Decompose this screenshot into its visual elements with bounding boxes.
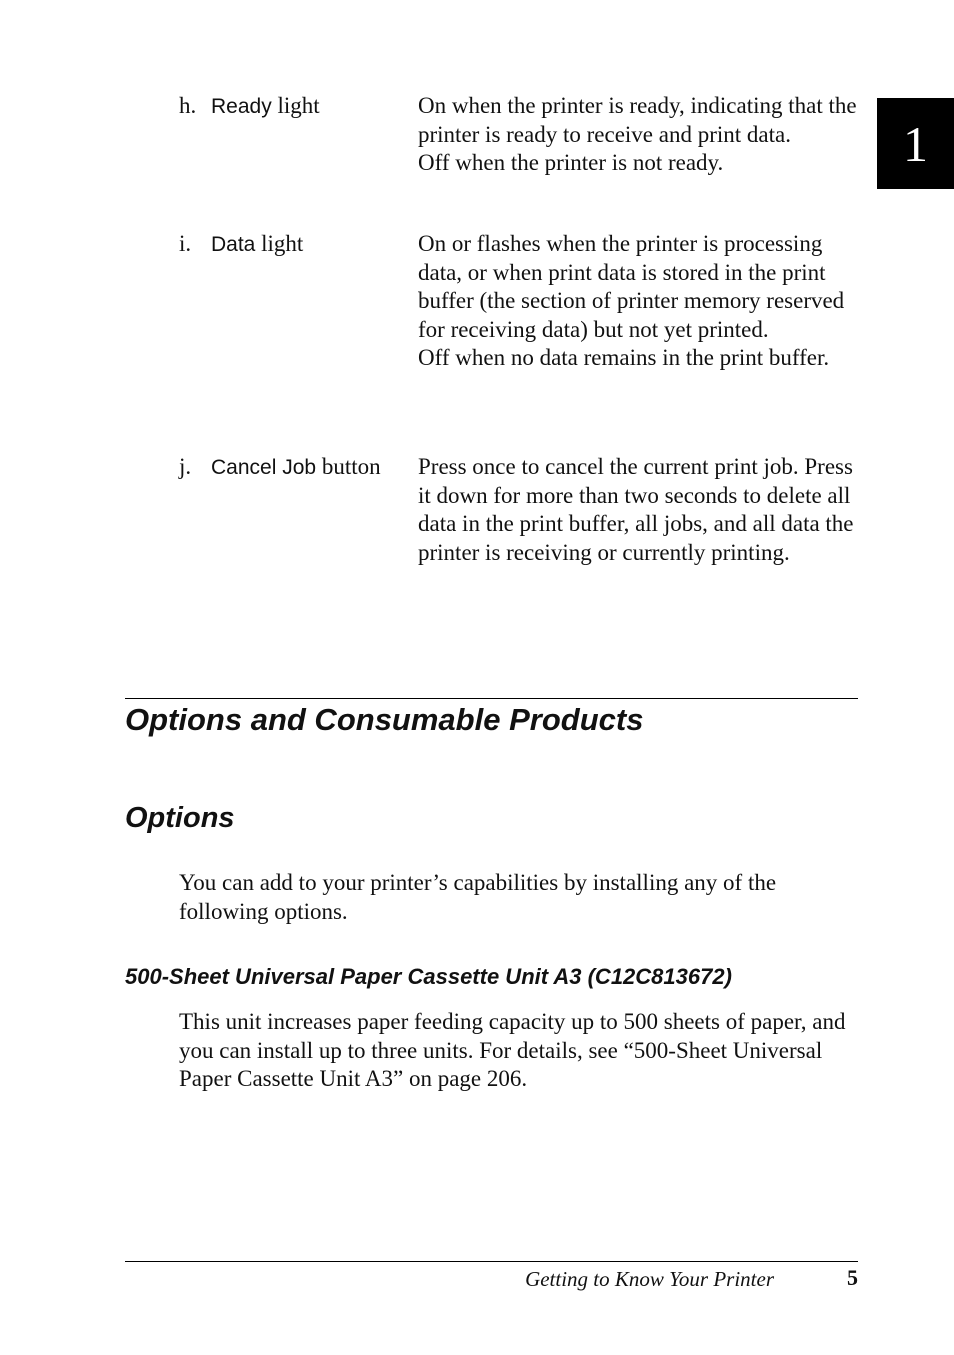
item-name — [211, 453, 381, 483]
section-rule — [125, 698, 858, 699]
item-letter: i. — [179, 231, 192, 256]
item-letter: j. — [179, 454, 192, 479]
description-line: Off when no data remains in the print buffer. — [418, 345, 830, 370]
item-label: Data — [211, 233, 256, 256]
item-type: light — [277, 93, 320, 118]
description-line: Off when the printer is not ready. — [418, 150, 724, 175]
item-name — [211, 92, 320, 122]
description-line: On or flashes when the printer is processing data, or when print data is stored in the print buffer (the section of printer memory reserved for receiving data) but not yet printed. — [418, 231, 845, 342]
section-heading: Options and Consumable Products — [125, 702, 644, 737]
item-name — [211, 230, 303, 260]
item-type: light — [261, 231, 304, 256]
description-line: Press once to cancel the current print job. Press it down for more than two seconds to delete all data in the print buffer, all jobs, and all data the printer is receiving or currently printing. — [418, 454, 854, 565]
footer-rule — [125, 1261, 858, 1262]
item-description — [418, 453, 858, 567]
item-description — [418, 230, 858, 373]
chapter-number: 1 — [903, 115, 928, 172]
subsection-heading: Options — [125, 802, 235, 834]
chapter-tab — [877, 98, 954, 189]
page-number: 5 — [847, 1265, 858, 1290]
item-description — [418, 92, 858, 178]
item-label: Ready — [211, 95, 272, 118]
item-type: button — [321, 454, 381, 479]
item-label: Cancel Job — [211, 456, 317, 479]
footer-title: Getting to Know Your Printer — [525, 1267, 774, 1291]
intro-paragraph: You can add to your printer’s capabilities by installing any of the following options. — [179, 870, 777, 924]
option-paragraph: This unit increases paper feeding capacity up to 500 sheets of paper, and you can install up to three units. For details, see “500-Sheet Universal Paper Cassette Unit A3” on page 206. — [179, 1009, 846, 1091]
item-letter: h. — [179, 93, 197, 118]
description-line: On when the printer is ready, indicating that the printer is ready to receive and print data. — [418, 93, 857, 147]
option-title: 500-Sheet Universal Paper Cassette Unit A3 (C12C813672) — [125, 964, 732, 989]
